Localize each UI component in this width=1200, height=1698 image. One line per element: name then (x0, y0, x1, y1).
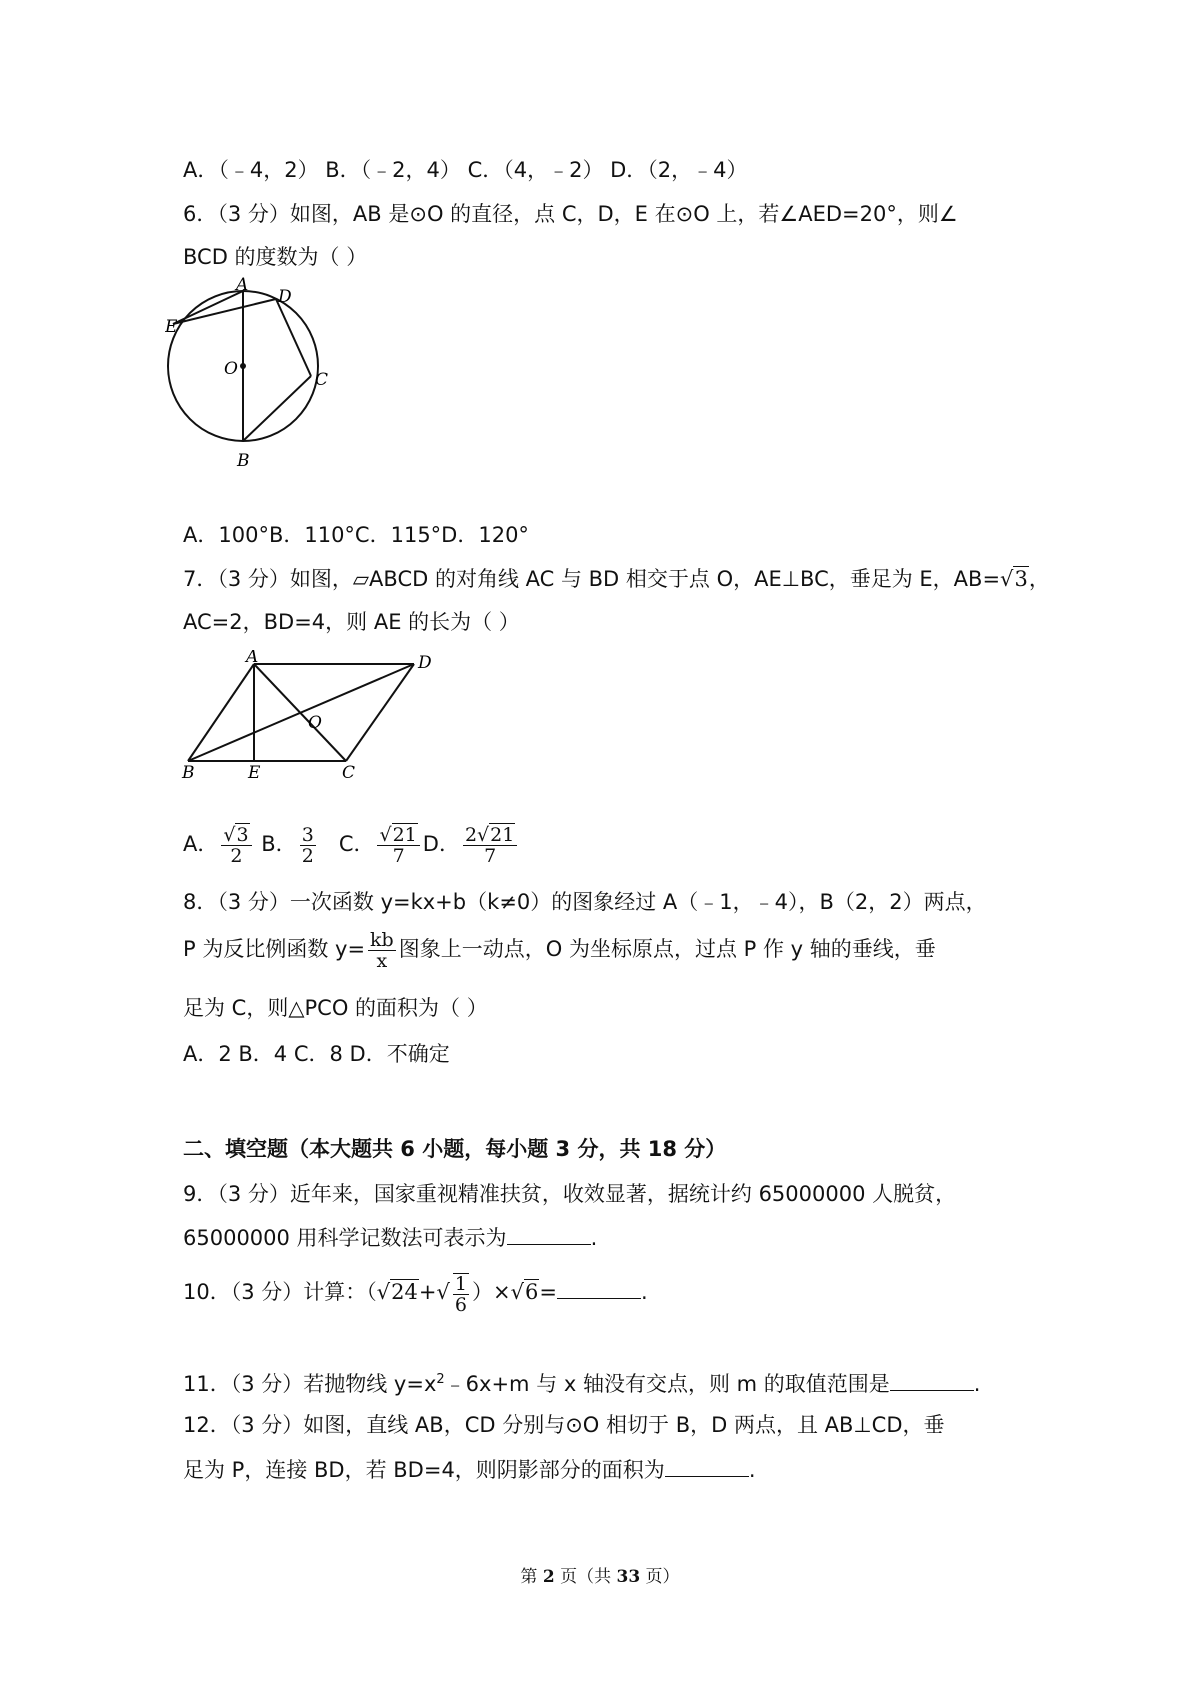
label-b: B (182, 763, 195, 780)
q7-option-b-den: 2 (301, 844, 314, 867)
q7-parallelogram-figure (180, 650, 440, 780)
q12-line2 (183, 1456, 756, 1484)
q10-frac-num: 1 (454, 1272, 467, 1295)
q7-option-d-den: 7 (484, 844, 497, 867)
footer-post: 页） (640, 1567, 680, 1587)
q10-line (183, 1268, 648, 1316)
q9-end: . (590, 1226, 598, 1250)
q7-option-d-value: $\frac{2√21}{7}$ (463, 825, 517, 866)
q10-eq: = (539, 1280, 557, 1304)
q10-sqrt-frac: √ $\frac{1}{6}$ (436, 1272, 467, 1316)
q8-line3: 足为 C，则△PCO 的面积为（ ） (183, 996, 488, 1020)
segment-ed (173, 299, 276, 324)
center-dot (240, 363, 246, 369)
q7-sqrt3: √3 (1000, 567, 1028, 591)
q10-frac-den: 6 (454, 1293, 467, 1316)
q7-option-d-label: D． (422, 832, 460, 856)
q7-option-b-num: 3 (301, 823, 314, 846)
label-a: A (236, 276, 249, 295)
label-c: C (315, 370, 329, 390)
q9-line2 (183, 1224, 597, 1252)
label-c: C (342, 763, 356, 780)
footer-pre: 第 (520, 1567, 543, 1587)
total-pages: 33 (616, 1567, 641, 1587)
q6-line2: BCD 的度数为（ ） (183, 245, 368, 269)
label-d: D (278, 287, 292, 307)
answer-blank (557, 1278, 641, 1299)
q10-mid: ）× (471, 1280, 511, 1304)
q6-circle-figure (165, 276, 355, 476)
label-o: O (308, 713, 322, 733)
q6-line1: 6．（3 分）如图，AB 是⊙O 的直径，点 C，D，E 在⊙O 上，若∠AED=20°，则∠ (183, 202, 958, 226)
label-o: O (224, 359, 238, 379)
q7-option-a-den: 2 (230, 844, 243, 867)
q10-end: . (640, 1280, 648, 1304)
label-d: D (418, 653, 432, 673)
q10-plus: + (418, 1280, 437, 1304)
q8-fraction-num: kb (370, 928, 394, 951)
label-a: A (246, 650, 259, 667)
q8-line2-text: P 为反比例函数 y= (183, 937, 366, 961)
label-b: B (237, 451, 250, 471)
q11-line (183, 1366, 980, 1398)
answer-blank (665, 1456, 749, 1477)
label-e: E (248, 763, 261, 780)
q7-line1 (183, 565, 1050, 593)
q7-option-c-label: C． (338, 832, 375, 856)
answer-blank (507, 1224, 591, 1245)
q11-exponent: 2 (436, 1372, 445, 1387)
q9-line2-text: 65000000 用科学记数法可表示为 (183, 1226, 507, 1250)
q7-option-c-den: 7 (392, 844, 405, 867)
q8-line1: 8．（3 分）一次函数 y=kx+b（k≠0）的图象经过 A（﹣1，﹣4），B（2，2）两点， (183, 890, 987, 914)
q7-options (183, 822, 520, 866)
q10-sqrt6: √6 (510, 1280, 539, 1304)
q8-options: A．2 B．4 C．8 D．不确定 (183, 1042, 450, 1066)
footer-mid: 页（共 (554, 1567, 617, 1587)
q12-line2-text: 足为 P，连接 BD，若 BD=4，则阴影部分的面积为 (183, 1458, 665, 1482)
q9-line1: 9．（3 分）近年来，国家重视精准扶贫，收效显著，据统计约 65000000 人脱贫， (183, 1182, 957, 1206)
q7-line1-end: ， (1028, 567, 1050, 591)
page-footer (0, 1562, 1200, 1587)
q10-sqrt24-radicand: 24 (391, 1280, 418, 1304)
section-heading: 二、填空题（本大题共 6 小题，每小题 3 分，共 18 分） (183, 1137, 727, 1161)
q6-options: A．100°B．110°C．115°D．120° (183, 523, 529, 547)
segment-cb (243, 376, 311, 441)
q7-sqrt3-radicand: 3 (1014, 567, 1028, 591)
q8-line2-rest: 图象上一动点，O 为坐标原点，过点 P 作 y 轴的垂线，垂 (398, 937, 936, 961)
q7-option-c-value: $\frac{√21}{7}$ (377, 825, 419, 866)
q7-option-a-radicand: 3 (236, 823, 249, 846)
q8-fraction-den: x (376, 949, 388, 972)
q12-line1: 12．（3 分）如图，直线 AB，CD 分别与⊙O 相切于 B，D 两点，且 AB⊥CD，垂 (183, 1413, 945, 1437)
q12-end: . (748, 1458, 756, 1482)
q10-sqrt24: √24 (376, 1280, 418, 1304)
q7-line1-text: 7．（3 分）如图，▱ABCD 的对角线 AC 与 BD 相交于点 O，AE⊥BC，垂足为 E，AB= (183, 567, 1001, 591)
q7-option-b-value (300, 825, 316, 866)
q5-options: A．（﹣4，2） B．（﹣2，4） C．（4，﹣2） D．（2，﹣4） (183, 158, 748, 182)
q7-option-c-radicand: 21 (392, 823, 417, 846)
segment-ea (173, 291, 243, 324)
q11-end: . (973, 1372, 981, 1396)
q8-line2 (183, 925, 936, 973)
q11-suffix: ﹣6x+m 与 x 轴没有交点，则 m 的取值范围是 (444, 1372, 890, 1396)
q7-option-d-radicand: 21 (490, 823, 515, 846)
q7-option-a-value: $\frac{√3}{2}$ (221, 825, 251, 866)
q7-option-d-coef: 2 (464, 823, 478, 846)
q10-sqrt6-radicand: 6 (524, 1280, 539, 1304)
q7-option-b-label: B． (261, 832, 297, 856)
page-number: 2 (542, 1567, 555, 1587)
label-e: E (165, 317, 178, 337)
answer-blank (890, 1370, 974, 1391)
q10-prefix: 10．（3 分）计算：（ (183, 1280, 377, 1304)
q8-fraction (368, 930, 396, 971)
q7-line2: AC=2，BD=4，则 AE 的长为（ ） (183, 610, 520, 634)
q11-prefix: 11．（3 分）若抛物线 y=x (183, 1372, 437, 1396)
q7-option-a-label: A． (183, 832, 219, 856)
